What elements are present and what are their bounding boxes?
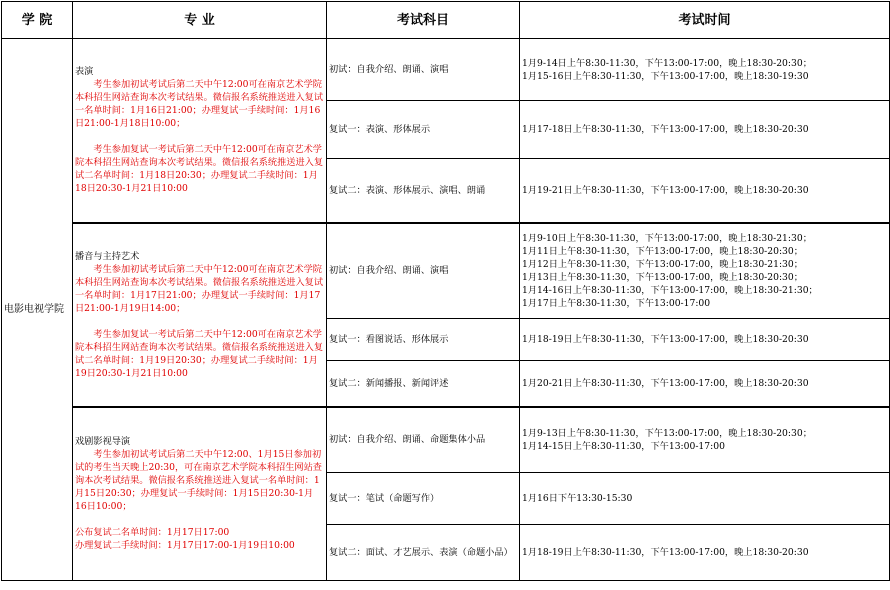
time-line: 1月14-15日上午8:30-11:30，下午13:00-17:00 xyxy=(522,440,725,452)
major-note: 考生参加初试考试后第二天中午12:00可在南京艺术学院本科招生网站查询本次考试结果。微信报名系统推送进入复试一名单时间：1月16日21:00；办理复试一手续时间：1月16日21:00-1月18日10:00； xyxy=(75,79,324,130)
major-note: 考生参加初试考试后第二天中午12:00可在南京艺术学院本科招生网站查询本次考试结果。微信报名系统推送进入复试一名单时间：1月17日21:00；办理复试一手续时间：1月17日21:00-1月19日14:00； xyxy=(75,263,324,314)
major-cell-broadcasting xyxy=(73,223,327,407)
subject-cell: 复试一：笔试（命题写作） xyxy=(327,473,520,525)
time-line: 1月18-19日上午8:30-11:30，下午13:00-17:00，晚上18:30-20:30 xyxy=(522,334,809,345)
major-note: 办理复试二手续时间：1月17日17:00-1月19日10:00 xyxy=(75,540,295,552)
time-cell xyxy=(520,223,890,319)
subject-cell: 复试二：表演、形体展示、演唱、朗诵 xyxy=(327,159,520,223)
table-row xyxy=(2,407,890,473)
major-name: 戏剧影视导演 xyxy=(75,436,131,448)
subject-cell: 初试：自我介绍、朗诵、演唱 xyxy=(327,223,520,319)
exam-schedule-table xyxy=(1,1,890,581)
table-row xyxy=(2,39,890,101)
time-cell xyxy=(520,361,890,407)
subject-cell: 复试二：面试、才艺展示、表演（命题小品） xyxy=(327,525,520,581)
time-cell xyxy=(520,319,890,361)
time-line: 1月9-10日上午8:30-11:30，下午13:00-17:00，晚上18:30-21:30； xyxy=(522,232,812,244)
time-line: 1月14-16日上午8:30-11:30，下午13:00-17:00，晚上18:30-21:30； xyxy=(522,284,818,296)
time-line: 1月17日上午8:30-11:30，下午13:00-17:00 xyxy=(522,297,711,309)
major-cell-acting xyxy=(73,39,327,223)
major-note: 考生参加初试考试后第二天中午12:00、1月15日参加初试的考生当天晚上20:30，可在南京艺术学院本科招生网站查询本次考试结果。微信报名系统推送进入复试一名单时间：1月15日20:30；办理复试一手续时间：1月15日20:30-1月16日10:00； xyxy=(75,449,322,513)
header-subjects: 考试科目 xyxy=(327,2,520,39)
subject-cell: 复试一：表演、形体展示 xyxy=(327,101,520,159)
time-line: 1月13日上午8:30-11:30，下午13:00-17:00，晚上18:30-20:30； xyxy=(522,271,803,283)
major-note: 考生参加复试一考试后第二天中午12:00可在南京艺术学院本科招生网站查询本次考试结果。微信报名系统推送进入复试二名单时间：1月19日20:30；办理复试二手续时间：1月19日20:30-1月21日10:00 xyxy=(75,328,324,379)
time-line: 1月15-16日上午8:30-11:30，下午13:00-17:00，晚上18:30-19:30 xyxy=(522,70,809,82)
time-cell xyxy=(520,407,890,473)
time-cell xyxy=(520,473,890,525)
time-line: 1月16日下午13:30-15:30 xyxy=(522,493,633,504)
time-line: 1月17-18日上午8:30-11:30，下午13:00-17:00，晚上18:30-20:30 xyxy=(522,124,809,135)
header-college: 学 院 xyxy=(2,2,73,39)
time-cell xyxy=(520,101,890,159)
time-line: 1月11日上午8:30-11:30，下午13:00-17:00，晚上18:30-20:30； xyxy=(522,245,803,257)
subject-cell: 初试：自我介绍、朗诵、命题集体小品 xyxy=(327,407,520,473)
time-cell xyxy=(520,39,890,101)
major-note: 公布复试二名单时间：1月17日17:00 xyxy=(75,527,230,539)
time-cell xyxy=(520,159,890,223)
time-line: 1月9-14日上午8:30-11:30，下午13:00-17:00，晚上18:30-20:30； xyxy=(522,57,812,69)
time-line: 1月18-19日上午8:30-11:30，下午13:00-17:00，晚上18:30-20:30 xyxy=(522,547,809,558)
college-cell: 电影电视学院 xyxy=(2,39,73,581)
header-major: 专 业 xyxy=(73,2,327,39)
table-row xyxy=(2,223,890,319)
time-cell xyxy=(520,525,890,581)
time-line: 1月20-21日上午8:30-11:30，下午13:00-17:00，晚上18:30-20:30 xyxy=(522,377,809,389)
time-line: 1月12日上午8:30-11:30，下午13:00-17:00，晚上18:30-21:30； xyxy=(522,258,803,270)
subject-cell: 复试二：新闻播报、新闻评述 xyxy=(327,361,520,407)
major-name: 表演 xyxy=(75,66,94,78)
subject-cell: 初试：自我介绍、朗诵、演唱 xyxy=(327,39,520,101)
major-cell-directing xyxy=(73,407,327,581)
time-line: 1月9-13日上午8:30-11:30，下午13:00-17:00，晚上18:30-20:30； xyxy=(522,427,812,439)
header-time: 考试时间 xyxy=(520,2,890,39)
subject-cell: 复试一：看图说话、形体展示 xyxy=(327,319,520,361)
header-row xyxy=(2,2,890,39)
major-name: 播音与主持艺术 xyxy=(75,250,140,262)
time-line: 1月19-21日上午8:30-11:30，下午13:00-17:00，晚上18:30-20:30 xyxy=(522,184,809,196)
major-note: 考生参加复试一考试后第二天中午12:00可在南京艺术学院本科招生网站查询本次考试结果。微信报名系统推送进入复试二名单时间：1月18日20:30；办理复试二手续时间：1月18日20:30-1月21日10:00 xyxy=(75,144,324,195)
